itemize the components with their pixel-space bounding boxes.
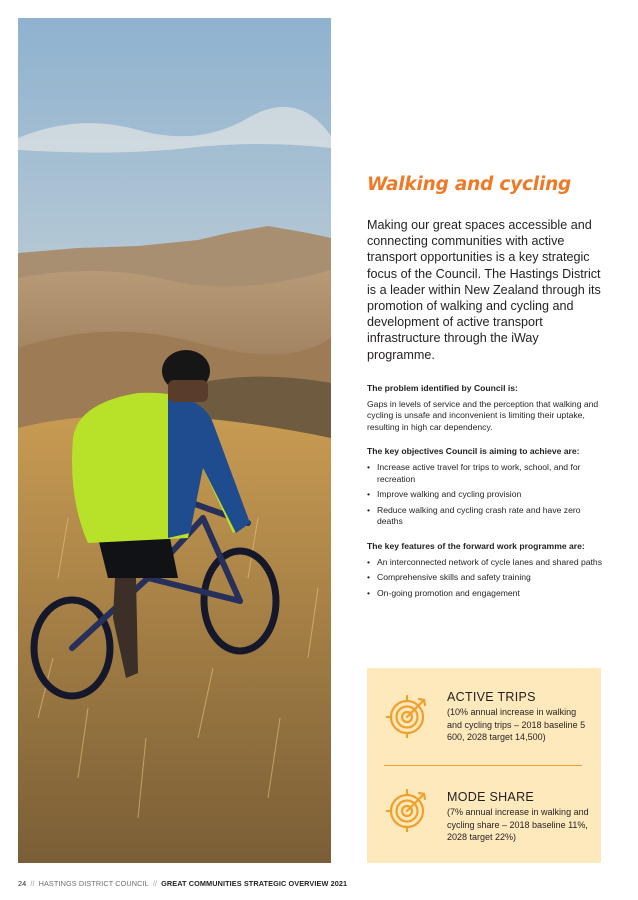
article-body	[367, 174, 605, 612]
stat-description: (7% annual increase in walking and cycling share – 2018 baseline 11%, 2028 target 22%)	[447, 807, 589, 842]
target-arrow-icon	[386, 694, 430, 738]
problem-text: Gaps in levels of service and the perception that walking and cycling is unsafe and inconvenient is limiting their uptake, resulting in high car dependency.	[367, 398, 599, 432]
footer-document-title: GREAT COMMUNITIES STRATEGIC OVERVIEW 2021	[161, 879, 348, 888]
targets-panel	[367, 668, 601, 863]
page-number: 24	[18, 879, 27, 888]
stat-description: (10% annual increase in walking and cycling trips – 2018 baseline 5 600, 2028 target 14,500)	[447, 707, 586, 742]
features-list	[367, 557, 605, 600]
feature-item: • On-going promotion and engagement	[367, 588, 605, 600]
objectives-list	[367, 462, 605, 528]
objective-item: • Improve walking and cycling provision	[367, 489, 605, 501]
cyclist-photo-illustration	[18, 18, 331, 863]
stat-title: MODE SHARE	[447, 790, 535, 804]
objective-item: • Reduce walking and cycling crash rate and have zero deaths	[367, 505, 605, 528]
features-heading: The key features of the forward work programme are:	[367, 540, 585, 551]
footer-organisation: HASTINGS DISTRICT COUNCIL	[38, 879, 149, 888]
problem-heading: The problem identified by Council is:	[367, 382, 518, 393]
cyclist-photo	[18, 18, 331, 863]
panel-divider	[384, 765, 582, 766]
footer-separator: //	[30, 879, 35, 888]
page-title: Walking and cycling	[367, 174, 572, 195]
objective-item: • Increase active travel for trips to work, school, and for recreation	[367, 462, 605, 485]
target-arrow-icon	[386, 788, 430, 832]
page-footer	[18, 879, 347, 888]
intro-paragraph: Making our great spaces accessible and connecting communities with active transport opportunities is a key strategic focus of the Council. The Hastings District is a leader within New Zealand through its promotion of walking and cycling and development of active transport infrastructure through the iWay programme.	[367, 218, 601, 362]
footer-separator: //	[152, 879, 158, 888]
objectives-heading: The key objectives Council is aiming to achieve are:	[367, 446, 580, 457]
stat-active-trips	[447, 690, 592, 744]
stat-title: ACTIVE TRIPS	[447, 690, 536, 704]
feature-item: • An interconnected network of cycle lanes and shared paths	[367, 557, 605, 569]
stat-mode-share	[447, 790, 592, 844]
feature-item: • Comprehensive skills and safety training	[367, 572, 605, 584]
